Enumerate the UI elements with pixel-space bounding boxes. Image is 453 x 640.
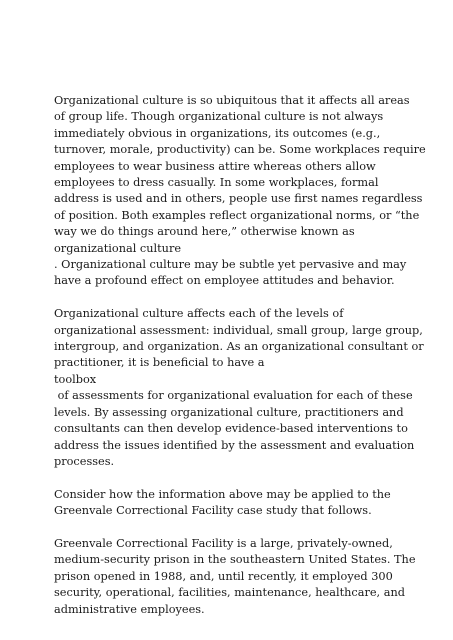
text-line: Greenvale Correctional Facility is a large, privately-owned, — [54, 536, 393, 550]
text-line: consultants can then develop evidence-based interventions to — [54, 422, 408, 436]
text-line: security, operational, facilities, maintenance, healthcare, and — [54, 586, 405, 600]
text-line: employees to dress casually. In some workplaces, formal — [54, 176, 379, 190]
text-line: way we do things around here,” otherwise known as — [54, 225, 355, 239]
text-line: Organizational culture affects each of the levels of — [54, 307, 344, 321]
text-line: of group life. Though organizational culture is not always — [54, 110, 384, 124]
text-line: intergroup, and organization. As an organizational consultant or — [54, 340, 424, 354]
text-line: Greenvale Correctional Facility case study that follows. — [54, 504, 372, 518]
text-line: of position. Both examples reflect organizational norms, or “the — [54, 208, 420, 222]
text-line: levels. By assessing organizational culture, practitioners and — [54, 405, 404, 419]
text-line: turnover, morale, productivity) can be. Some workplaces require — [54, 143, 426, 157]
paragraph-assessment-levels — [54, 306, 424, 470]
text-line: practitioner, it is beneficial to have a — [54, 356, 265, 370]
paragraph-greenvale-description — [54, 536, 414, 618]
text-line: organizational culture — [54, 241, 182, 255]
text-line: medium-security prison in the southeastern United States. The — [54, 553, 416, 567]
text-line: toolbox — [54, 372, 97, 386]
text-line: processes. — [54, 454, 115, 468]
text-line: administrative employees. — [54, 602, 205, 616]
document-body — [54, 93, 426, 634]
text-line: immediately obvious in organizations, its outcomes (e.g., — [54, 126, 381, 140]
text-line: . Organizational culture may be subtle yet pervasive and may — [54, 258, 407, 272]
paragraph-case-study-intro — [54, 487, 414, 520]
text-line: Organizational culture is so ubiquitous that it affects all areas — [54, 94, 410, 107]
text-line: address the issues identified by the assessment and evaluation — [54, 438, 415, 452]
text-line: prison opened in 1988, and, until recently, it employed 300 — [54, 569, 393, 583]
paragraph-culture-ubiquity — [54, 93, 426, 290]
text-line: of assessments for organizational evaluation for each of these — [54, 389, 413, 403]
text-line: address is used and in others, people use first names regardless — [54, 192, 423, 206]
text-line: have a profound effect on employee attitudes and behavior. — [54, 274, 395, 288]
text-line: employees to wear business attire whereas others allow — [54, 159, 376, 173]
text-line: organizational assessment: individual, small group, large group, — [54, 323, 423, 337]
text-line: Consider how the information above may be applied to the — [54, 487, 391, 501]
